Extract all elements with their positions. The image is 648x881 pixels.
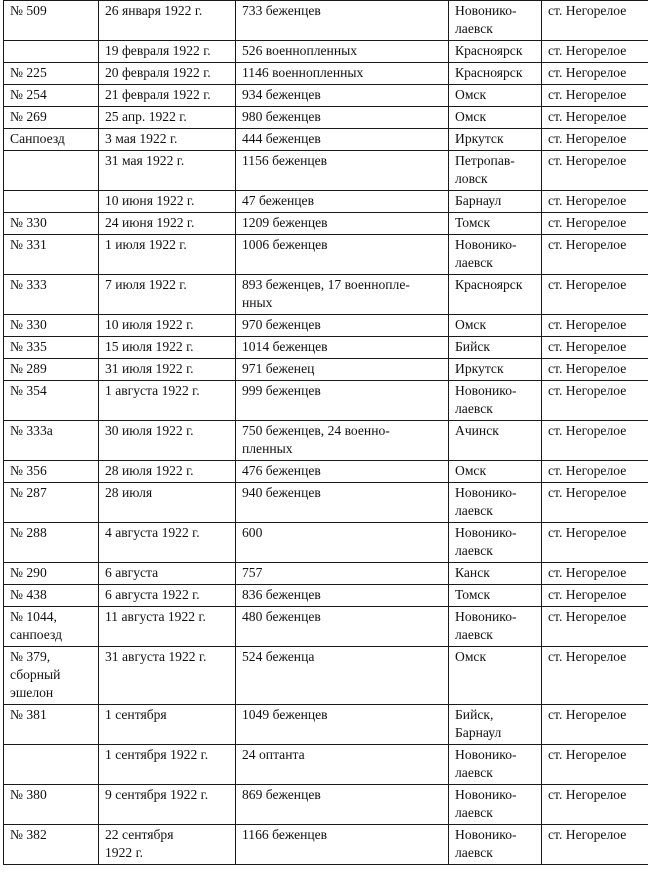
train-number-cell: № 330: [4, 213, 99, 235]
station-cell: ст. Негорелое: [542, 1, 648, 41]
destination-cell: Новонико- лаевск: [449, 607, 542, 647]
destination-cell: Барнаул: [449, 191, 542, 213]
train-number-cell: № 290: [4, 563, 99, 585]
destination-cell: Иркутск: [449, 359, 542, 381]
station-cell: ст. Негорелое: [542, 191, 648, 213]
table-row: [4, 85, 648, 107]
table-row: [4, 315, 648, 337]
table-row: [4, 421, 648, 461]
passengers-cell: 24 оптанта: [236, 745, 449, 785]
passengers-cell: 750 беженцев, 24 военно- пленных: [236, 421, 449, 461]
train-number-cell: № 333а: [4, 421, 99, 461]
table-row: [4, 563, 648, 585]
destination-cell: Новонико- лаевск: [449, 523, 542, 563]
passengers-cell: 757: [236, 563, 449, 585]
table-row: [4, 235, 648, 275]
train-number-cell: № 254: [4, 85, 99, 107]
destination-cell: Омск: [449, 461, 542, 483]
table-row: [4, 825, 648, 865]
station-cell: ст. Негорелое: [542, 85, 648, 107]
destination-cell: Красноярск: [449, 63, 542, 85]
date-cell: 21 февраля 1922 г.: [99, 85, 236, 107]
train-number-cell: [4, 41, 99, 63]
date-cell: 25 апр. 1922 г.: [99, 107, 236, 129]
station-cell: ст. Негорелое: [542, 705, 648, 745]
station-cell: ст. Негорелое: [542, 483, 648, 523]
station-cell: ст. Негорелое: [542, 315, 648, 337]
passengers-cell: 1006 беженцев: [236, 235, 449, 275]
passengers-cell: 970 беженцев: [236, 315, 449, 337]
destination-cell: Омск: [449, 647, 542, 705]
station-cell: ст. Негорелое: [542, 235, 648, 275]
train-number-cell: № 438: [4, 585, 99, 607]
destination-cell: Иркутск: [449, 129, 542, 151]
date-cell: 7 июля 1922 г.: [99, 275, 236, 315]
destination-cell: Новонико- лаевск: [449, 785, 542, 825]
train-number-cell: № 356: [4, 461, 99, 483]
date-cell: 28 июля: [99, 483, 236, 523]
trains-table: [3, 0, 648, 865]
train-number-cell: № 289: [4, 359, 99, 381]
table-row: [4, 63, 648, 85]
destination-cell: Канск: [449, 563, 542, 585]
station-cell: ст. Негорелое: [542, 607, 648, 647]
date-cell: 20 февраля 1922 г.: [99, 63, 236, 85]
date-cell: 26 января 1922 г.: [99, 1, 236, 41]
passengers-cell: 600: [236, 523, 449, 563]
train-number-cell: № 225: [4, 63, 99, 85]
destination-cell: Омск: [449, 315, 542, 337]
table-row: [4, 107, 648, 129]
destination-cell: Новонико- лаевск: [449, 483, 542, 523]
destination-cell: Омск: [449, 107, 542, 129]
table-row: [4, 129, 648, 151]
table-row: [4, 275, 648, 315]
station-cell: ст. Негорелое: [542, 107, 648, 129]
passengers-cell: 980 беженцев: [236, 107, 449, 129]
passengers-cell: 1049 беженцев: [236, 705, 449, 745]
train-number-cell: [4, 151, 99, 191]
date-cell: 1 сентября 1922 г.: [99, 745, 236, 785]
table-row: [4, 705, 648, 745]
destination-cell: Омск: [449, 85, 542, 107]
table-row: [4, 381, 648, 421]
station-cell: ст. Негорелое: [542, 151, 648, 191]
passengers-cell: 869 беженцев: [236, 785, 449, 825]
train-number-cell: № 331: [4, 235, 99, 275]
train-number-cell: № 333: [4, 275, 99, 315]
date-cell: 31 мая 1922 г.: [99, 151, 236, 191]
train-number-cell: [4, 191, 99, 213]
table-row: [4, 483, 648, 523]
passengers-cell: 1014 беженцев: [236, 337, 449, 359]
date-cell: 1 августа 1922 г.: [99, 381, 236, 421]
train-number-cell: № 380: [4, 785, 99, 825]
station-cell: ст. Негорелое: [542, 337, 648, 359]
passengers-cell: 480 беженцев: [236, 607, 449, 647]
destination-cell: Томск: [449, 213, 542, 235]
passengers-cell: 893 беженцев, 17 военнопле- нных: [236, 275, 449, 315]
train-number-cell: № 330: [4, 315, 99, 337]
table-row: [4, 785, 648, 825]
passengers-cell: 934 беженцев: [236, 85, 449, 107]
date-cell: 6 августа 1922 г.: [99, 585, 236, 607]
passengers-cell: 1209 беженцев: [236, 213, 449, 235]
station-cell: ст. Негорелое: [542, 41, 648, 63]
date-cell: 28 июля 1922 г.: [99, 461, 236, 483]
passengers-cell: 47 беженцев: [236, 191, 449, 213]
table-row: [4, 359, 648, 381]
train-number-cell: № 287: [4, 483, 99, 523]
date-cell: 1 июля 1922 г.: [99, 235, 236, 275]
passengers-cell: 1146 военнопленных: [236, 63, 449, 85]
passengers-cell: 1156 беженцев: [236, 151, 449, 191]
station-cell: ст. Негорелое: [542, 585, 648, 607]
destination-cell: Новонико- лаевск: [449, 745, 542, 785]
date-cell: 1 сентября: [99, 705, 236, 745]
table-row: [4, 523, 648, 563]
date-cell: 10 июня 1922 г.: [99, 191, 236, 213]
station-cell: ст. Негорелое: [542, 275, 648, 315]
passengers-cell: 733 беженцев: [236, 1, 449, 41]
destination-cell: Бийск: [449, 337, 542, 359]
destination-cell: Новонико- лаевск: [449, 381, 542, 421]
station-cell: ст. Негорелое: [542, 825, 648, 865]
destination-cell: Бийск, Барнаул: [449, 705, 542, 745]
station-cell: ст. Негорелое: [542, 523, 648, 563]
destination-cell: Новонико- лаевск: [449, 1, 542, 41]
table-row: [4, 337, 648, 359]
date-cell: 31 августа 1922 г.: [99, 647, 236, 705]
destination-cell: Красноярск: [449, 41, 542, 63]
date-cell: 22 сентября 1922 г.: [99, 825, 236, 865]
date-cell: 3 мая 1922 г.: [99, 129, 236, 151]
destination-cell: Ачинск: [449, 421, 542, 461]
date-cell: 30 июля 1922 г.: [99, 421, 236, 461]
destination-cell: Петропав- ловск: [449, 151, 542, 191]
table-row: [4, 461, 648, 483]
table-row: [4, 1, 648, 41]
table-row: [4, 585, 648, 607]
table-row: [4, 745, 648, 785]
date-cell: 6 августа: [99, 563, 236, 585]
trains-table-body: [4, 1, 648, 865]
date-cell: 15 июля 1922 г.: [99, 337, 236, 359]
date-cell: 19 февраля 1922 г.: [99, 41, 236, 63]
passengers-cell: 444 беженцев: [236, 129, 449, 151]
train-number-cell: № 288: [4, 523, 99, 563]
train-number-cell: № 1044, санпоезд: [4, 607, 99, 647]
train-number-cell: № 354: [4, 381, 99, 421]
passengers-cell: 971 беженец: [236, 359, 449, 381]
passengers-cell: 836 беженцев: [236, 585, 449, 607]
destination-cell: Новонико- лаевск: [449, 235, 542, 275]
passengers-cell: 526 военнопленных: [236, 41, 449, 63]
station-cell: ст. Негорелое: [542, 563, 648, 585]
passengers-cell: 524 беженца: [236, 647, 449, 705]
destination-cell: Томск: [449, 585, 542, 607]
date-cell: 31 июля 1922 г.: [99, 359, 236, 381]
date-cell: 4 августа 1922 г.: [99, 523, 236, 563]
station-cell: ст. Негорелое: [542, 129, 648, 151]
date-cell: 10 июля 1922 г.: [99, 315, 236, 337]
station-cell: ст. Негорелое: [542, 213, 648, 235]
station-cell: ст. Негорелое: [542, 63, 648, 85]
table-row: [4, 151, 648, 191]
train-number-cell: № 379, сборный эшелон: [4, 647, 99, 705]
train-number-cell: Санпоезд: [4, 129, 99, 151]
passengers-cell: 1166 беженцев: [236, 825, 449, 865]
table-row: [4, 213, 648, 235]
date-cell: 24 июня 1922 г.: [99, 213, 236, 235]
train-number-cell: № 269: [4, 107, 99, 129]
station-cell: ст. Негорелое: [542, 785, 648, 825]
train-number-cell: № 382: [4, 825, 99, 865]
table-row: [4, 191, 648, 213]
station-cell: ст. Негорелое: [542, 381, 648, 421]
date-cell: 11 августа 1922 г.: [99, 607, 236, 647]
passengers-cell: 940 беженцев: [236, 483, 449, 523]
destination-cell: Новонико- лаевск: [449, 825, 542, 865]
passengers-cell: 476 беженцев: [236, 461, 449, 483]
train-number-cell: [4, 745, 99, 785]
table-row: [4, 647, 648, 705]
train-number-cell: № 381: [4, 705, 99, 745]
table-row: [4, 41, 648, 63]
table-row: [4, 607, 648, 647]
station-cell: ст. Негорелое: [542, 461, 648, 483]
train-number-cell: № 335: [4, 337, 99, 359]
date-cell: 9 сентября 1922 г.: [99, 785, 236, 825]
station-cell: ст. Негорелое: [542, 745, 648, 785]
destination-cell: Красноярск: [449, 275, 542, 315]
station-cell: ст. Негорелое: [542, 421, 648, 461]
passengers-cell: 999 беженцев: [236, 381, 449, 421]
train-number-cell: № 509: [4, 1, 99, 41]
station-cell: ст. Негорелое: [542, 359, 648, 381]
station-cell: ст. Негорелое: [542, 647, 648, 705]
